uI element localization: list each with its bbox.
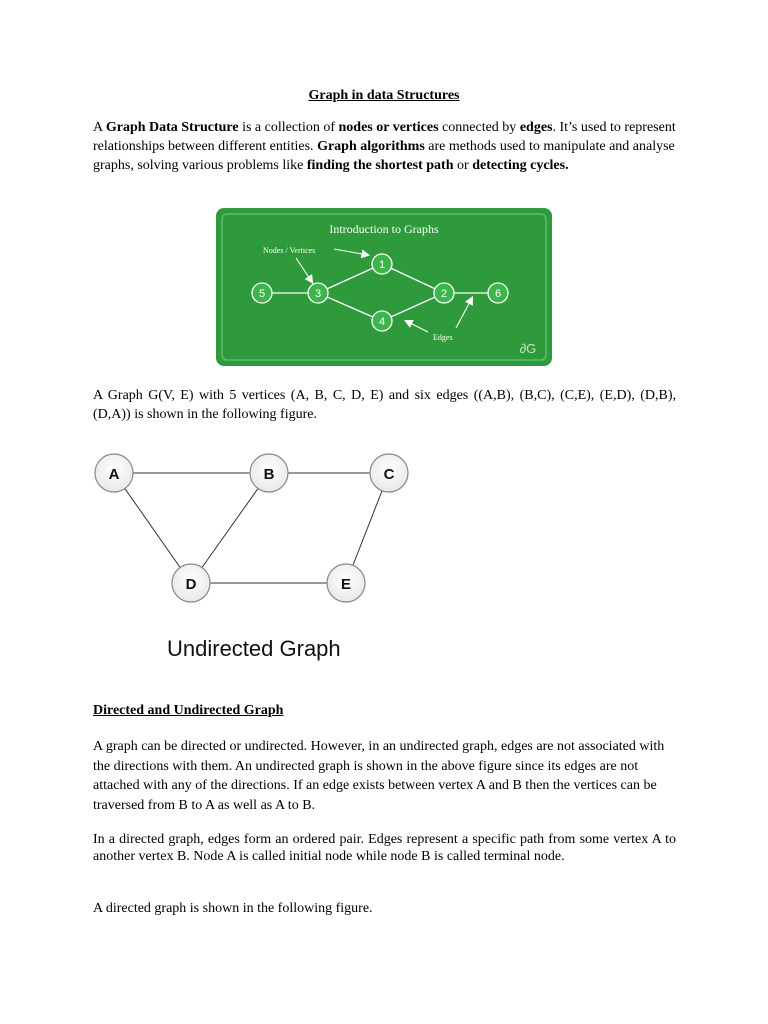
intro-bold-2: nodes or vertices (338, 120, 439, 135)
figure-title: Introduction to Graphs (329, 222, 439, 236)
nodes-vertices-label: Nodes / Vertices (263, 246, 316, 255)
directed-figure-intro-paragraph: A directed graph is shown in the following figure. (93, 901, 373, 916)
intro-bold-3: edges (519, 120, 553, 135)
vertex-a (95, 454, 133, 492)
svg-text:D: D (185, 576, 197, 593)
geeksforgeeks-logo: ∂G (519, 341, 537, 356)
intro-bold-6: detecting cycles. (472, 158, 569, 173)
section-heading: Directed and Undirected Graph (93, 703, 284, 718)
intro-text-2: is a collection of (238, 120, 339, 135)
undirected-explanation-paragraph: A graph can be directed or undirected. However, in an undirected graph, edges are not associated with the directions with them. An undirected graph is shown in the above figure since its edges are not attached with any of the directions. If an edge exists between vertex A and B then the vertices can be traversed from B to A as well as A to B. (93, 739, 665, 813)
undirected-graph-figure (88, 448, 428, 608)
node-6 (488, 283, 508, 303)
node-5 (252, 283, 272, 303)
intro-bold-1: Graph Data Structure (105, 120, 239, 135)
svg-text:3: 3 (314, 288, 322, 300)
intro-text-3: connected by (438, 120, 520, 135)
intro-text-4: . It’s used to represent relationships between different entities. (93, 120, 676, 154)
intro-text-5: are methods used to manipulate and analyse graphs, solving various problems like (93, 139, 675, 173)
directed-explanation-paragraph: In a directed graph, edges form an ordered pair. Edges represent a specific path from some vertex A to another vertex B. Node A is called initial node while node B is called terminal node. (93, 832, 676, 864)
vertex-e (327, 564, 365, 602)
intro-bold-5: finding the shortest path (306, 158, 454, 173)
vertex-b (250, 454, 288, 492)
svg-text:6: 6 (494, 288, 502, 300)
edges-label: Edges (433, 333, 453, 342)
svg-text:4: 4 (378, 316, 386, 328)
svg-text:2: 2 (440, 288, 448, 300)
undirected-graph-caption: Undirected Graph (167, 636, 341, 661)
graph-description-paragraph: A Graph G(V, E) with 5 vertices (A, B, C, D, E) and six edges ((A,B), (B,C), (C,E), (E,D), (D,B), (D,A)) is shown in the following figure. (93, 388, 676, 422)
intro-graphs-figure (216, 208, 552, 366)
vertex-d (172, 564, 210, 602)
svg-text:E: E (340, 576, 352, 593)
page-title: Graph in data Structures (308, 88, 460, 103)
node-1 (372, 254, 392, 274)
intro-text-1: A (93, 120, 106, 135)
svg-text:1: 1 (378, 259, 386, 271)
svg-text:C: C (383, 466, 395, 483)
intro-text-6: or (453, 158, 473, 173)
svg-text:5: 5 (258, 288, 266, 300)
svg-text:B: B (263, 466, 275, 483)
svg-text:A: A (108, 466, 120, 483)
node-3 (308, 283, 328, 303)
vertex-c (370, 454, 408, 492)
node-2 (434, 283, 454, 303)
intro-paragraph (93, 118, 676, 175)
intro-bold-4: Graph algorithms (317, 139, 425, 154)
node-4 (372, 311, 392, 331)
